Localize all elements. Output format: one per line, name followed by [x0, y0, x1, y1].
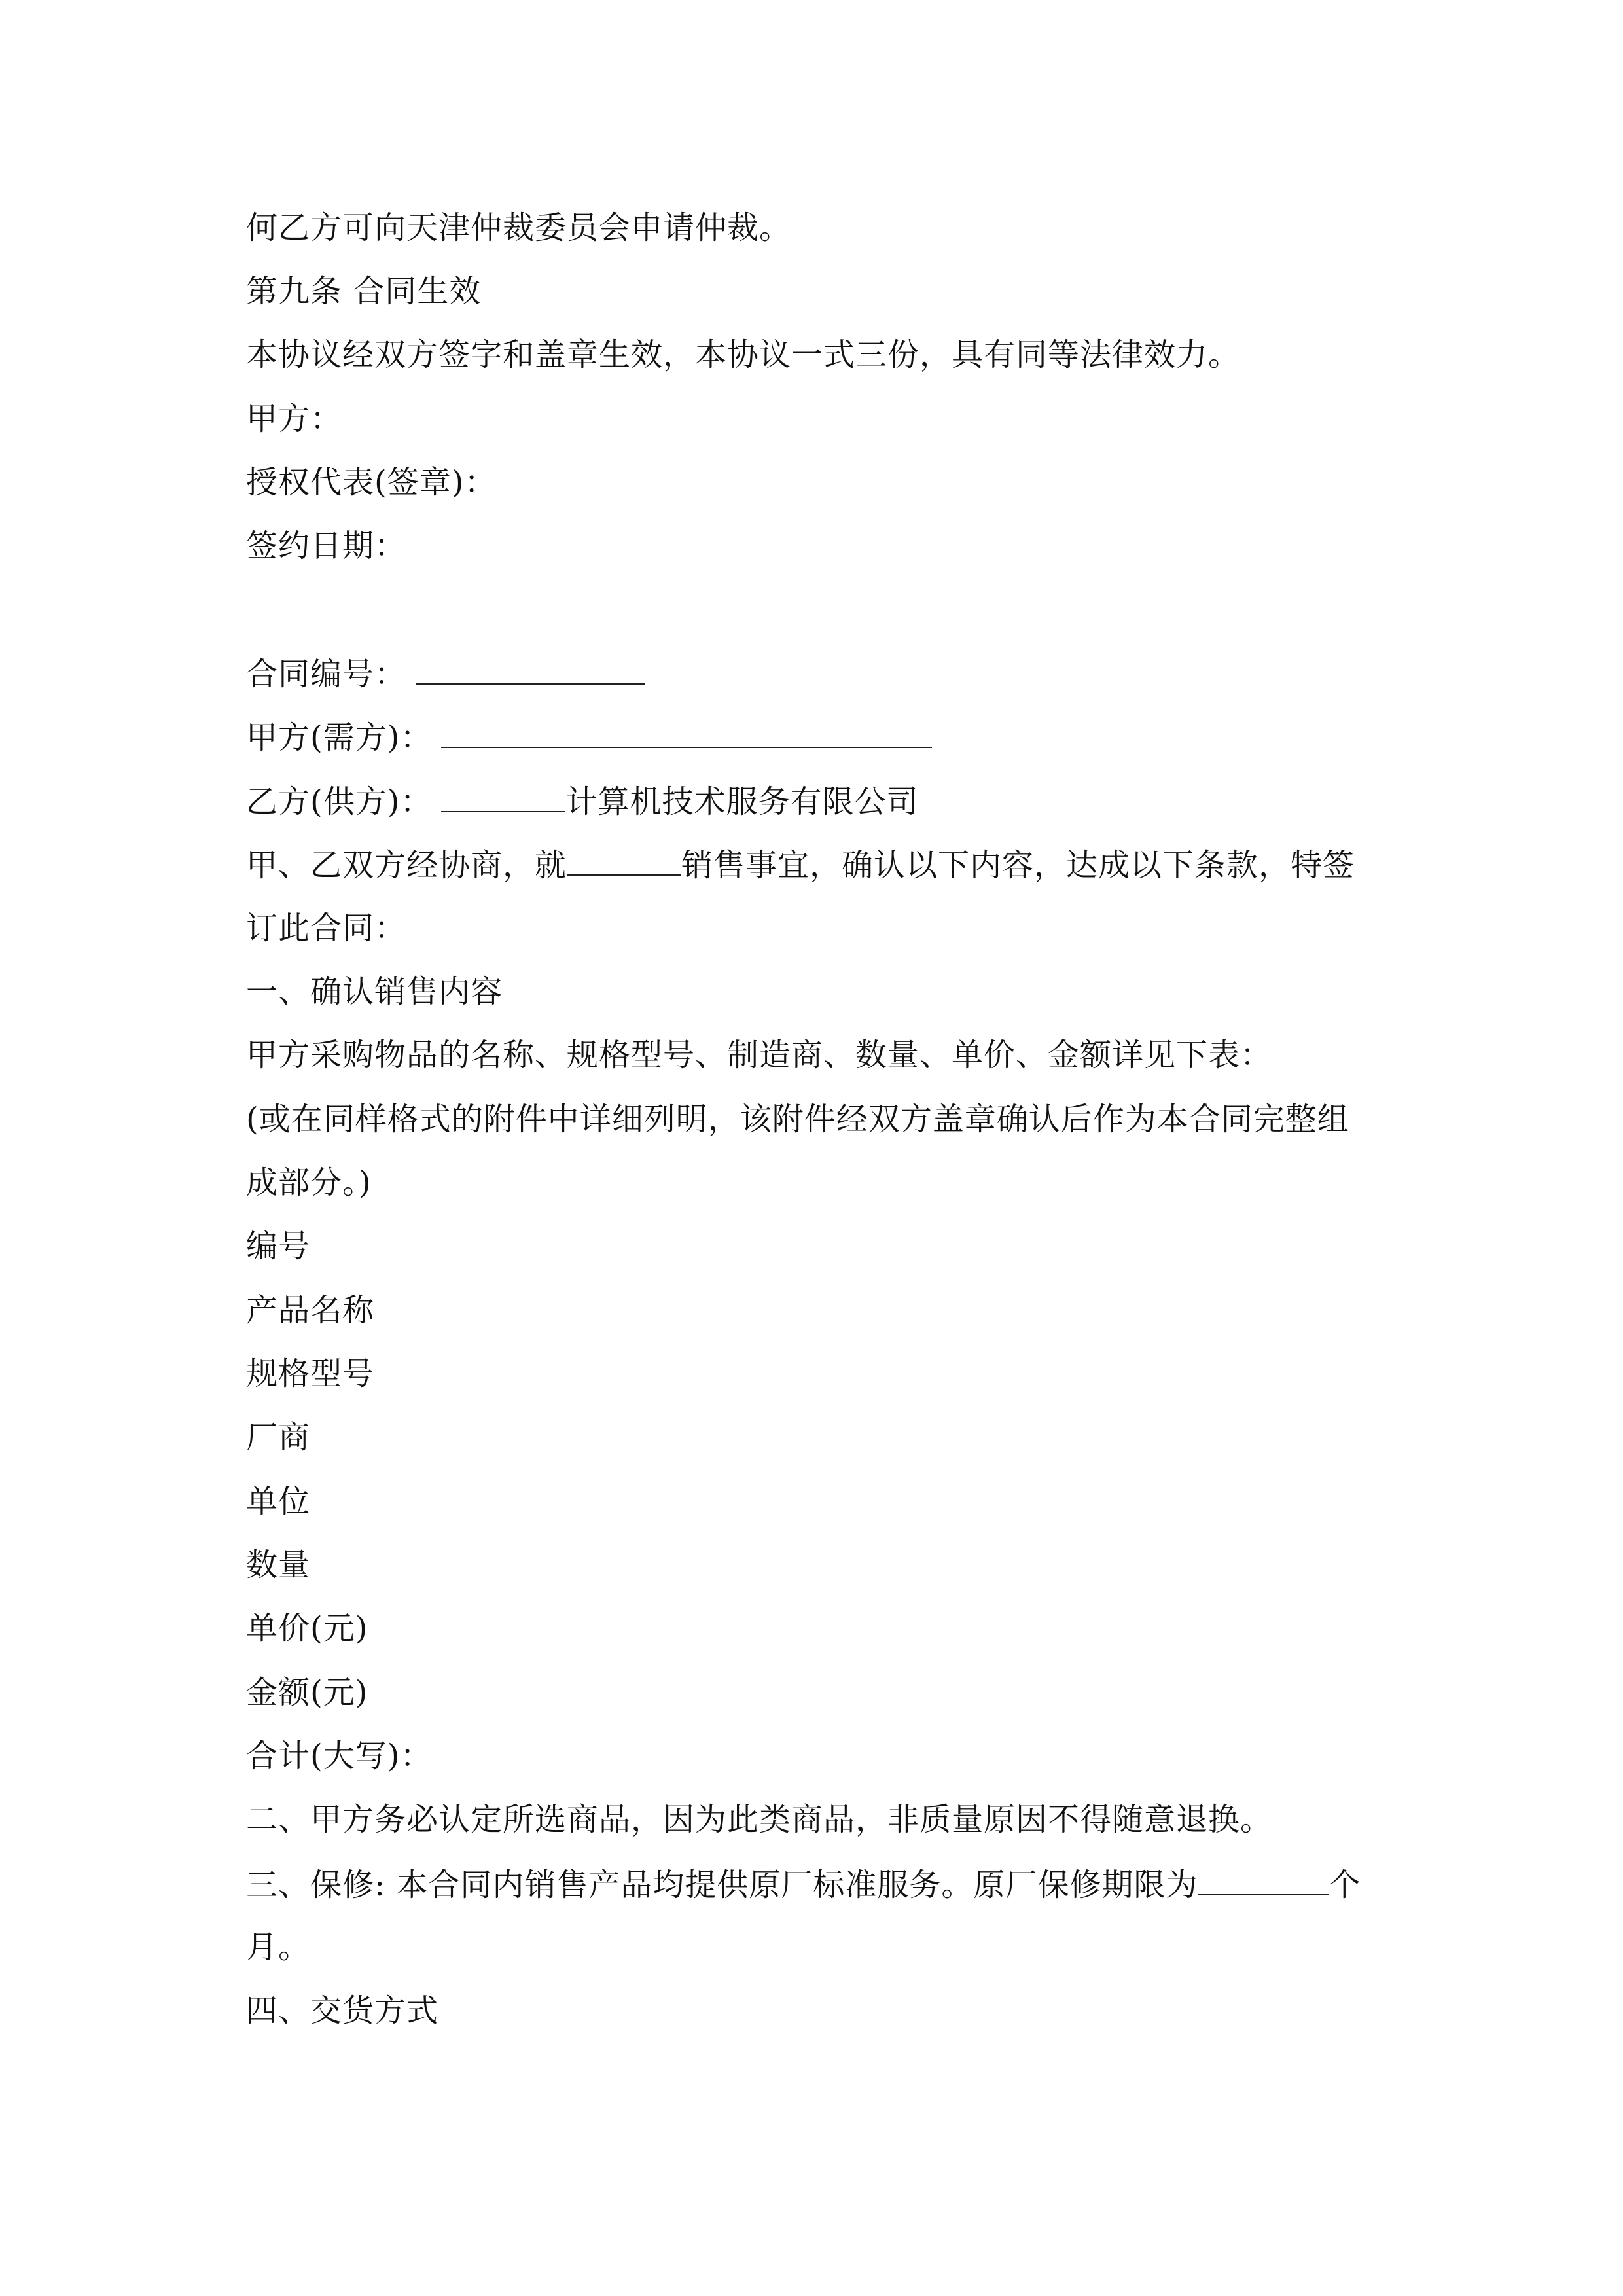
- warranty-line: [246, 1864, 1361, 1905]
- warranty-period-blank: [1198, 1864, 1329, 1895]
- text-line: 本协议经双方签字和盖章生效，本协议一式三份，具有同等法律效力。: [246, 336, 1241, 373]
- section-heading: 四、交货方式: [246, 1992, 439, 2029]
- column-label: 产品名称: [246, 1292, 375, 1329]
- contract-number-label: 合同编号：: [246, 656, 407, 692]
- text-line: 成部分。): [246, 1164, 372, 1201]
- contract-number-line: [246, 653, 645, 694]
- text-line: 何乙方可向天津仲裁委员会申请仲裁。: [246, 209, 792, 246]
- contract-number-blank: [416, 653, 645, 685]
- total-label: 合计(大写)：: [246, 1738, 433, 1774]
- buyer-line: [246, 717, 932, 757]
- warranty-text: 三、保修: 本合同内销售产品均提供原厂标准服务。原厂保修期限为: [246, 1867, 1198, 1903]
- text-line: 甲方采购物品的名称、规格型号、制造商、数量、单价、金额详见下表：: [246, 1037, 1273, 1073]
- text-line: 订此合同：: [246, 910, 407, 946]
- buyer-label: 甲方(需方)：: [246, 719, 433, 756]
- sales-item-blank: [567, 844, 681, 876]
- authorized-rep-label: 授权代表(签章)：: [246, 464, 497, 501]
- supplier-line: [246, 781, 918, 821]
- column-label: 单位: [246, 1483, 311, 1520]
- buyer-blank: [441, 717, 932, 748]
- column-label: 金额(元): [246, 1674, 368, 1711]
- negotiation-line: [246, 844, 1355, 885]
- supplier-blank: [441, 781, 565, 812]
- section-heading: 一、确认销售内容: [246, 973, 503, 1010]
- text-line: 月。: [246, 1929, 311, 1965]
- text-line: 二、甲方务必认定所选商品，因为此类商品，非质量原因不得随意退换。: [246, 1801, 1273, 1838]
- party-a-label: 甲方：: [246, 401, 343, 437]
- column-label: 厂商: [246, 1419, 311, 1456]
- warranty-unit: 个: [1329, 1867, 1361, 1903]
- text-line: (或在同样格式的附件中详细列明，该附件经双方盖章确认后作为本合同完整组: [246, 1101, 1349, 1138]
- column-label: 规格型号: [246, 1355, 375, 1392]
- supplier-label: 乙方(供方)：: [246, 783, 433, 820]
- column-label: 单价(元): [246, 1610, 368, 1647]
- section-heading: 第九条 合同生效: [246, 273, 482, 310]
- column-label: 编号: [246, 1228, 311, 1265]
- negotiation-text-b: 销售事宜，确认以下内容，达成以下条款，特签: [681, 847, 1355, 884]
- supplier-company: 计算机技术服务有限公司: [565, 783, 919, 820]
- column-label: 数量: [246, 1547, 311, 1583]
- negotiation-text-a: 甲、乙双方经协商，就: [246, 847, 567, 884]
- sign-date-label: 签约日期：: [246, 528, 407, 564]
